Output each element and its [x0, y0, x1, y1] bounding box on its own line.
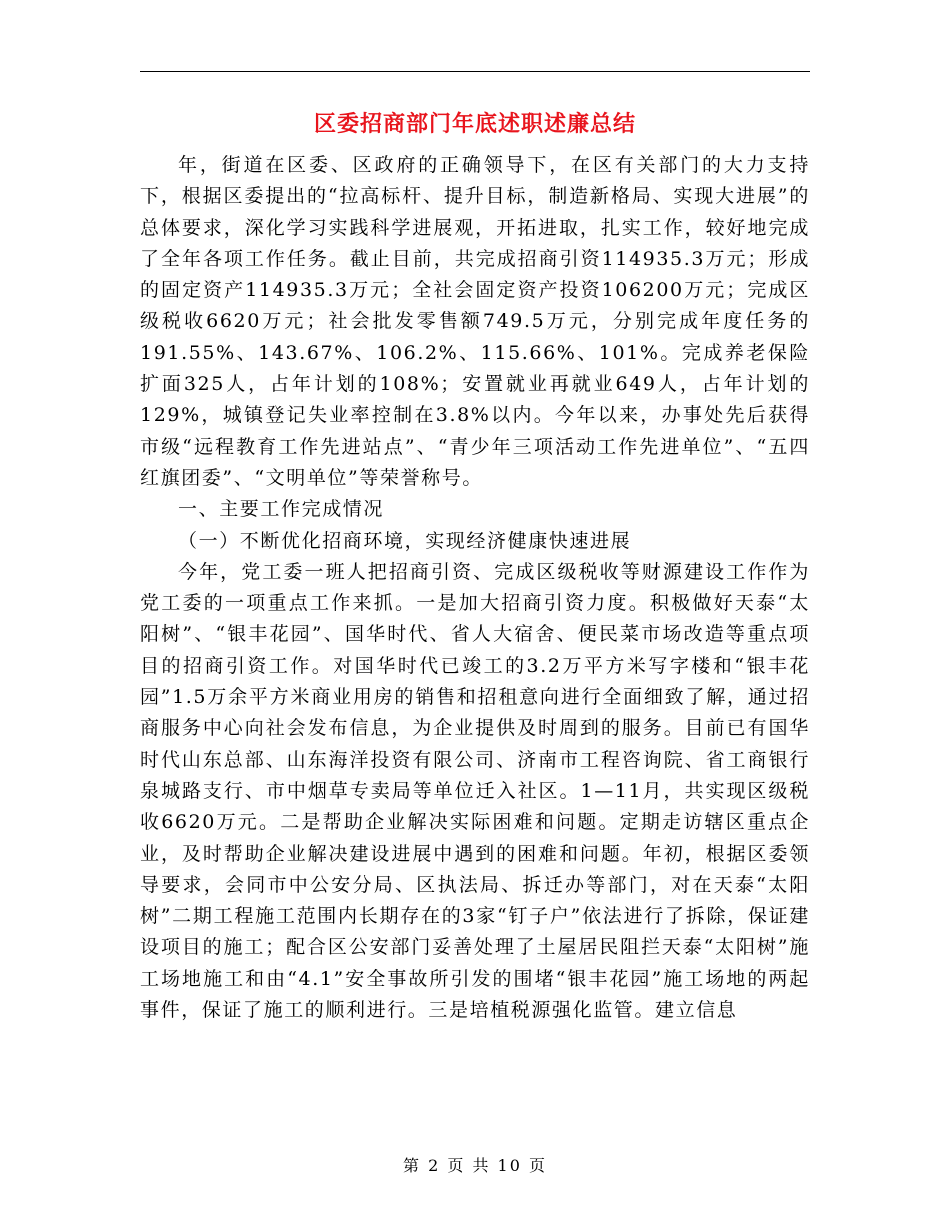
- paragraph-investment: 今年，党工委一班人把招商引资、完成区级税收等财源建设工作作为党工委的一项重点工作来抓。一是加大招商引资力度。积极做好天泰“太阳树”、“银丰花园”、国华时代、省人大宿舍、便民菜市场改造等重点项目的招商引资工作。对国华时代已竣工的3.2万平方米写字楼和“银丰花园”1.5万余平方米商业用房的销售和招租意向进行全面细致了解，通过招商服务中心向社会发布信息，为企业提供及时周到的服务。目前已有国华时代山东总部、山东海洋投资有限公司、济南市工程咨询院、省工商银行泉城路支行、市中烟草专卖局等单位迁入社区。1—11月，共实现区级税收6620万元。二是帮助企业解决实际困难和问题。定期走访辖区重点企业，及时帮助企业解决建设进展中遇到的困难和问题。年初，根据区委领导要求，会同市中公安分局、区执法局、拆迁办等部门，对在天泰“太阳树”二期工程施工范围内长期存在的3家“钉子户”依法进行了拆除，保证建设项目的施工；配合区公安部门妥善处理了土屋居民阻拦天泰“太阳树”施工场地施工和由“4.1”安全事故所引发的围堵“银丰花园”施工场地的两起事件，保证了施工的顺利进行。三是培植税源强化监管。建立信息: [140, 560, 810, 1022]
- header-rule: [140, 71, 810, 72]
- document-title: 区委招商部门年底述职述廉总结: [313, 111, 636, 137]
- subsection-heading: （一）不断优化招商环境，实现经济健康快速进展: [178, 529, 632, 552]
- document-body: [140, 150, 810, 1026]
- paragraph-intro: 年，街道在区委、区政府的正确领导下，在区有关部门的大力支持下，根据区委提出的“拉高标杆、提升目标，制造新格局、实现大进展”的总体要求，深化学习实践科学进展观，开拓进取，扎实工作，较好地完成了全年各项工作任务。截止目前，共完成招商引资114935.3万元；形成的固定资产114935.3万元；全社会固定资产投资106200万元；完成区级税收6620万元；社会批发零售额749.5万元，分别完成年度任务的191.55%、143.67%、106.2%、115.66%、101%。完成养老保险扩面325人，占年计划的108%；安置就业再就业649人，占年计划的129%，城镇登记失业率控制在3.8%以内。今年以来，办事处先后获得市级“远程教育工作先进站点”、“青少年三项活动工作先进单位”、“五四红旗团委”、“文明单位”等荣誉称号。: [140, 154, 810, 489]
- section-heading: 一、主要工作完成情况: [178, 498, 385, 521]
- page-number: 第 2 页 共 10 页: [403, 1156, 547, 1175]
